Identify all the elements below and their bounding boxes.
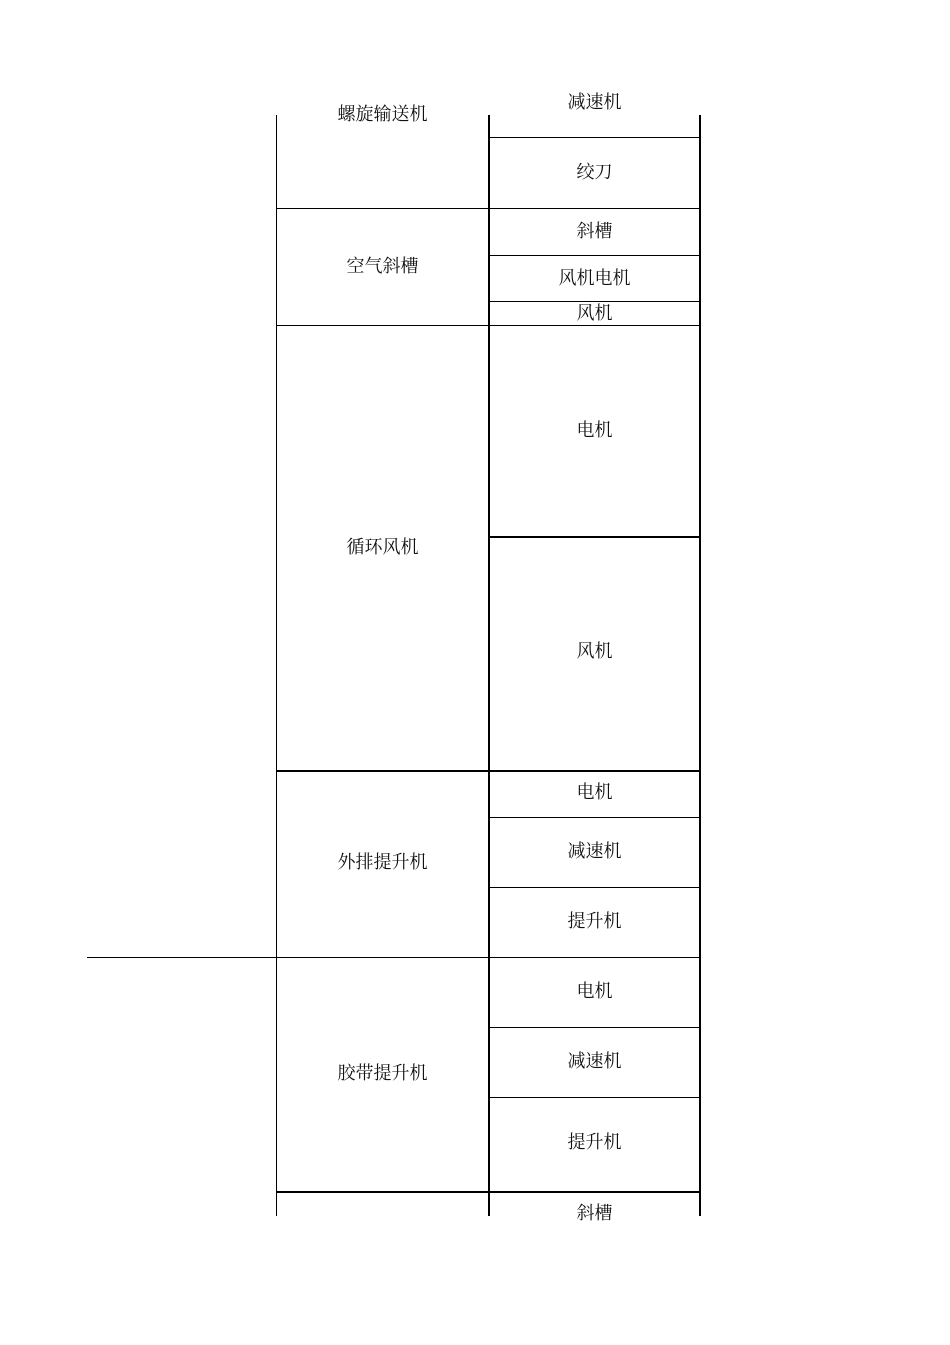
group-divider — [276, 1191, 701, 1193]
group-divider — [276, 208, 701, 209]
part-name: 电机 — [576, 981, 613, 1002]
part-name: 电机 — [576, 420, 613, 441]
right-border — [699, 115, 701, 1216]
part-divider — [488, 255, 701, 256]
part-name: 绞刀 — [576, 162, 613, 183]
equipment-name: 外排提升机 — [337, 852, 428, 873]
part-divider — [488, 301, 701, 302]
part-divider — [488, 817, 701, 818]
part-name: 风机 — [576, 641, 613, 662]
equipment-name: 空气斜槽 — [346, 256, 419, 277]
part-name: 减速机 — [567, 1051, 622, 1072]
part-divider — [488, 1027, 701, 1028]
left-border — [276, 115, 277, 1216]
part-name: 风机 — [576, 303, 613, 324]
group-divider — [276, 325, 701, 326]
part-divider — [488, 536, 701, 538]
part-name: 减速机 — [567, 841, 622, 862]
part-name: 提升机 — [567, 1132, 622, 1153]
part-name: 减速机 — [567, 92, 622, 113]
part-name: 提升机 — [567, 911, 622, 932]
equipment-name: 螺旋输送机 — [337, 104, 428, 125]
part-divider — [488, 137, 701, 138]
part-divider — [488, 1097, 701, 1098]
group-divider — [276, 770, 701, 772]
equipment-name: 循环风机 — [346, 537, 419, 558]
part-name: 斜槽 — [576, 221, 613, 242]
part-divider — [488, 887, 701, 888]
group-divider-extended — [87, 957, 701, 958]
equipment-name: 胶带提升机 — [337, 1063, 428, 1084]
part-name: 电机 — [576, 782, 613, 803]
part-name: 斜槽 — [576, 1203, 613, 1224]
part-name: 风机电机 — [558, 268, 631, 289]
